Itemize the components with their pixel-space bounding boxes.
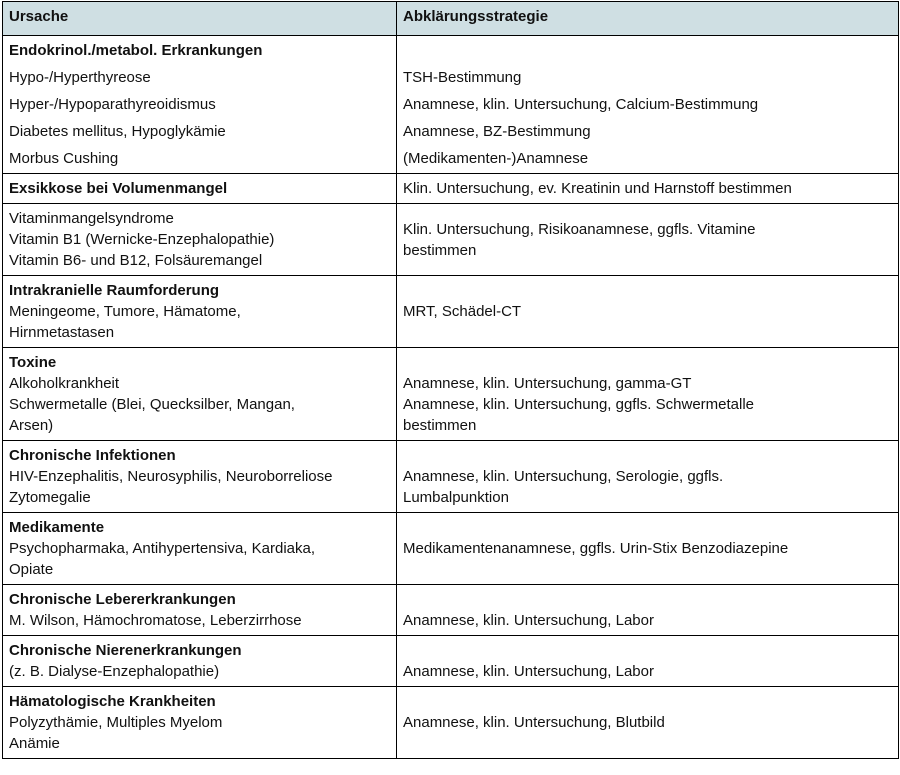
strategy-cell <box>397 585 899 636</box>
cause-line: Anämie <box>9 735 60 752</box>
strategy-cell <box>397 348 899 441</box>
cause-cell <box>3 636 397 687</box>
strategy-line: Medikamentenanamnese, ggfls. Urin-Stix Benzodiazepine <box>403 540 789 557</box>
cause-title: Exsikkose bei Volumenmangel <box>9 180 228 197</box>
cause-line: (z. B. Dialyse-Enzephalopathie) <box>9 663 220 680</box>
cause-line: Arsen) <box>9 417 54 434</box>
cause-title: Chronische Nierenerkrankungen <box>9 642 242 659</box>
strategy-cell <box>397 204 899 276</box>
strategy-line: MRT, Schädel-CT <box>403 303 522 320</box>
strategy-line: bestimmen <box>403 417 477 434</box>
strategy-cell <box>397 174 899 204</box>
cause-cell <box>3 174 397 204</box>
strategy-line: Anamnese, klin. Untersuchung, Labor <box>403 612 654 629</box>
header-cause: Ursache <box>3 2 397 36</box>
cause-line: Diabetes mellitus, Hypoglykämie <box>9 123 226 140</box>
cause-cell <box>3 276 397 348</box>
table-row <box>3 36 899 174</box>
table-row <box>3 687 899 759</box>
cause-line: Psychopharmaka, Antihypertensiva, Kardiaka, <box>9 540 315 557</box>
strategy-line: Anamnese, klin. Untersuchung, Blutbild <box>403 714 665 731</box>
cause-line: Zytomegalie <box>9 489 91 506</box>
strategy-line: Anamnese, BZ-Bestimmung <box>403 123 591 140</box>
table-row <box>3 348 899 441</box>
strategy-line: Klin. Untersuchung, ev. Kreatinin und Harnstoff bestimmen <box>403 180 792 197</box>
cause-line: Hyper-/Hypoparathyreoidismus <box>9 96 216 113</box>
cause-line: Opiate <box>9 561 54 578</box>
table-header-row <box>3 2 899 36</box>
strategy-line: (Medikamenten-)Anamnese <box>403 150 589 167</box>
cause-cell <box>3 36 397 174</box>
cause-cell <box>3 585 397 636</box>
cause-title: Intrakranielle Raumforderung <box>9 282 220 299</box>
cause-line: Vitamin B6- und B12, Folsäuremangel <box>9 252 263 269</box>
cause-title: Endokrinol./metabol. Erkrankungen <box>9 42 263 59</box>
strategy-cell <box>397 687 899 759</box>
cause-title: Hämatologische Krankheiten <box>9 693 216 710</box>
cause-cell <box>3 513 397 585</box>
cause-cell <box>3 441 397 513</box>
table-row <box>3 441 899 513</box>
strategy-line: bestimmen <box>403 241 477 259</box>
cause-line: Hypo-/Hyperthyreose <box>9 69 151 86</box>
cause-cell <box>3 348 397 441</box>
cause-line: Alkoholkrankheit <box>9 375 120 392</box>
table-row <box>3 585 899 636</box>
strategy-line: Anamnese, klin. Untersuchung, Serologie, ggfls. <box>403 468 724 485</box>
cause-line: Vitamin B1 (Wernicke-Enzephalopathie) <box>9 231 275 248</box>
table-row <box>3 276 899 348</box>
strategy-line: Anamnese, klin. Untersuchung, ggfls. Schwermetalle <box>403 396 755 413</box>
table-row <box>3 636 899 687</box>
header-strategy: Abklärungsstrategie <box>397 2 899 36</box>
table-row <box>3 204 899 276</box>
strategy-cell <box>397 441 899 513</box>
cause-line: M. Wilson, Hämochromatose, Leberzirrhose <box>9 612 302 629</box>
cause-line: Meningeome, Tumore, Hämatome, <box>9 303 241 320</box>
strategy-line: Klin. Untersuchung, Risikoanamnese, ggfls. Vitamine <box>403 220 756 238</box>
strategy-line: TSH-Bestimmung <box>403 69 522 86</box>
strategy-line: Anamnese, klin. Untersuchung, gamma-GT <box>403 375 692 392</box>
cause-cell <box>3 687 397 759</box>
table-row <box>3 513 899 585</box>
causes-table <box>2 1 899 759</box>
strategy-line: Anamnese, klin. Untersuchung, Calcium-Bestimmung <box>403 96 759 113</box>
cause-line: Vitaminmangelsyndrome <box>9 210 174 227</box>
strategy-cell <box>397 513 899 585</box>
cause-title: Toxine <box>9 354 57 371</box>
strategy-cell <box>397 276 899 348</box>
cause-line: Morbus Cushing <box>9 150 119 167</box>
cause-line: HIV-Enzephalitis, Neurosyphilis, Neuroborreliose <box>9 468 333 485</box>
cause-line: Polyzythämie, Multiples Myelom <box>9 714 223 731</box>
cause-line: Hirnmetastasen <box>9 324 115 341</box>
table-row <box>3 174 899 204</box>
strategy-line: Lumbalpunktion <box>403 489 509 506</box>
cause-line: Schwermetalle (Blei, Quecksilber, Mangan, <box>9 396 295 413</box>
cause-title: Chronische Lebererkrankungen <box>9 591 236 608</box>
cause-title: Chronische Infektionen <box>9 447 176 464</box>
strategy-line: Anamnese, klin. Untersuchung, Labor <box>403 663 654 680</box>
cause-cell <box>3 204 397 276</box>
strategy-cell <box>397 36 899 174</box>
cause-title: Medikamente <box>9 519 105 536</box>
strategy-cell <box>397 636 899 687</box>
